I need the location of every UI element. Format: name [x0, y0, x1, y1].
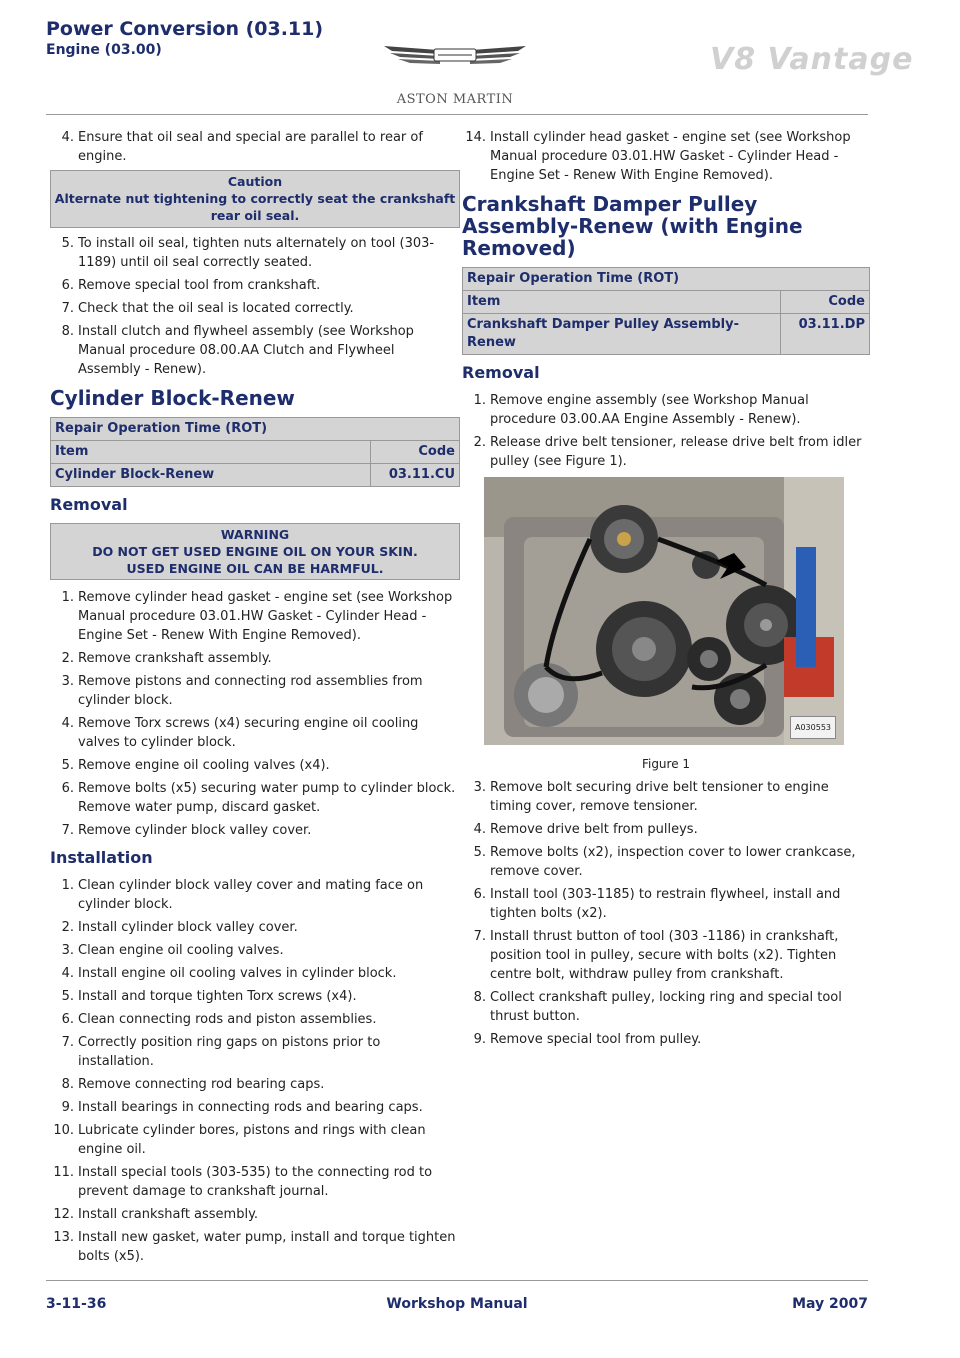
step-text: Remove special tool from pulley.: [490, 1032, 702, 1047]
step-item: [50, 1098, 460, 1117]
oil-seal-steps: [50, 234, 460, 379]
intro-steps: [50, 128, 460, 166]
step-number: 13.: [53, 1230, 74, 1245]
step-item: [462, 391, 870, 429]
step-text: Clean engine oil cooling valves.: [78, 943, 284, 958]
step-item: [50, 964, 460, 983]
brand-name: ASTON MARTIN: [396, 92, 514, 107]
rot-row-item: Crankshaft Damper Pulley Assembly-Renew: [463, 314, 781, 355]
step-text: Remove cylinder head gasket - engine set (see Workshop Manual procedure 03.01.HW Gasket - Cylinder Head - Engine Set - Renew With Engine Removed).: [78, 590, 453, 643]
step-text: Remove connecting rod bearing caps.: [78, 1077, 325, 1092]
step-item: [50, 322, 460, 379]
step-number: 6.: [61, 1012, 74, 1027]
step-item: [462, 128, 870, 185]
step-item: [50, 299, 460, 318]
step-text: Install and torque tighten Torx screws (x4).: [78, 989, 357, 1004]
rot-heading: Repair Operation Time (ROT): [51, 418, 460, 441]
step-item: [50, 1228, 460, 1266]
step-text: Remove special tool from crankshaft.: [78, 278, 321, 293]
section-title: Power Conversion (03.11): [46, 18, 324, 40]
step-item: [462, 820, 870, 839]
step-number: 1.: [473, 393, 486, 408]
step-number: 9.: [61, 1100, 74, 1115]
photo-reference-label: A030553: [790, 716, 836, 739]
step-text: Install new gasket, water pump, install and torque tighten bolts (x5).: [78, 1230, 456, 1264]
removal-steps-continued: [462, 778, 870, 1049]
step-number: 2.: [61, 651, 74, 666]
step-number: 2.: [473, 435, 486, 450]
step-item: [462, 843, 870, 881]
step-number: 4.: [61, 130, 74, 145]
step-item: [50, 941, 460, 960]
footer-divider: [46, 1280, 868, 1281]
step-text: Remove bolts (x5) securing water pump to cylinder block. Remove water pump, discard gasket.: [78, 781, 456, 815]
step-text: Remove cylinder block valley cover.: [78, 823, 312, 838]
step-number: 8.: [473, 990, 486, 1005]
step-item: [50, 128, 460, 166]
step-item: [462, 433, 870, 471]
step-item: [50, 714, 460, 752]
step-item: [50, 1121, 460, 1159]
caution-title: Caution: [227, 174, 283, 189]
step-item: [462, 927, 870, 984]
rot-col-item: Item: [51, 441, 371, 464]
step-number: 10.: [53, 1123, 74, 1138]
step-number: 14.: [465, 130, 486, 145]
left-column: [50, 128, 460, 1270]
step-item: [50, 672, 460, 710]
step-text: Install cylinder head gasket - engine set (see Workshop Manual procedure 03.01.HW Gasket - Cylinder Head - Engine Set - Renew With Engine Removed).: [490, 130, 851, 183]
step-number: 7.: [61, 823, 74, 838]
issue-date: May 2007: [792, 1296, 868, 1312]
step-number: 5.: [473, 845, 486, 860]
step-text: Install clutch and flywheel assembly (see Workshop Manual procedure 08.00.AA Clutch and Flywheel Assembly - Renew).: [78, 324, 414, 377]
step-item: [50, 276, 460, 295]
step-item: [50, 821, 460, 840]
step-text: Release drive belt tensioner, release drive belt from idler pulley (see Figure 1).: [490, 435, 862, 469]
step-item: [50, 1033, 460, 1071]
rot-table-damper-pulley: [462, 267, 870, 355]
step-item: [462, 778, 870, 816]
model-name: V8 Vantage: [710, 42, 914, 77]
step-text: Remove crankshaft assembly.: [78, 651, 272, 666]
warning-line-2: USED ENGINE OIL CAN BE HARMFUL.: [126, 561, 384, 576]
rot-table-cylinder-block: [50, 417, 460, 487]
step-text: Install special tools (303-535) to the connecting rod to prevent damage to crankshaft journal.: [78, 1165, 433, 1199]
engine-front-illustration: [484, 477, 844, 745]
step-number: 8.: [61, 324, 74, 339]
step-number: 5.: [61, 758, 74, 773]
caution-text: Alternate nut tightening to correctly seat the crankshaft rear oil seal.: [54, 191, 456, 223]
step-text: Clean cylinder block valley cover and mating face on cylinder block.: [78, 878, 424, 912]
step-text: Install thrust button of tool (303 -1186) in crankshaft, position tool in pulley, secure with bolts (x2). Tighten centre bolt, withdraw pulley from crankshaft.: [490, 929, 839, 982]
page-footer: [46, 1296, 868, 1318]
step-number: 9.: [473, 1032, 486, 1047]
step-text: Collect crankshaft pulley, locking ring and special tool thrust button.: [490, 990, 842, 1024]
step-number: 2.: [61, 920, 74, 935]
step-item: [50, 918, 460, 937]
step-number: 11.: [53, 1165, 74, 1180]
step-item: [50, 1075, 460, 1094]
step-text: Remove bolts (x2), inspection cover to lower crankcase, remove cover.: [490, 845, 856, 879]
step-number: 12.: [53, 1207, 74, 1222]
step-item: [50, 588, 460, 645]
header-divider: [46, 114, 868, 115]
warning-line-1: DO NOT GET USED ENGINE OIL ON YOUR SKIN.: [92, 544, 418, 559]
step-text: Remove engine assembly (see Workshop Manual procedure 03.00.AA Engine Assembly - Renew).: [490, 393, 809, 427]
step-text: Clean connecting rods and piston assemblies.: [78, 1012, 377, 1027]
step-item: [50, 1010, 460, 1029]
step-text: Remove bolt securing drive belt tensioner to engine timing cover, remove tensioner.: [490, 780, 829, 814]
step-item: [462, 1030, 870, 1049]
warning-title: WARNING: [220, 527, 290, 542]
rot-col-code: Code: [371, 441, 460, 464]
rot-row-code: 03.11.CU: [371, 464, 460, 487]
rot-col-code: Code: [781, 291, 870, 314]
removal-heading: Removal: [50, 495, 128, 514]
step-item: [50, 779, 460, 817]
step-text: Install cylinder block valley cover.: [78, 920, 298, 935]
step-text: Install bearings in connecting rods and bearing caps.: [78, 1100, 423, 1115]
removal-steps: [50, 588, 460, 840]
step-text: Install crankshaft assembly.: [78, 1207, 259, 1222]
step-number: 6.: [61, 278, 74, 293]
step-text: Lubricate cylinder bores, pistons and rings with clean engine oil.: [78, 1123, 426, 1157]
installation-steps: [50, 876, 460, 1266]
step-number: 4.: [61, 716, 74, 731]
step-text: Ensure that oil seal and special are parallel to rear of engine.: [78, 130, 423, 164]
step-text: Remove Torx screws (x4) securing engine oil cooling valves to cylinder block.: [78, 716, 419, 750]
intro-steps: [462, 128, 870, 185]
step-number: 5.: [61, 989, 74, 1004]
step-item: [50, 876, 460, 914]
figure-caption: Figure 1: [641, 757, 691, 771]
step-number: 4.: [61, 966, 74, 981]
step-item: [50, 756, 460, 775]
step-text: Remove pistons and connecting rod assemblies from cylinder block.: [78, 674, 423, 708]
step-number: 4.: [473, 822, 486, 837]
removal-heading: Removal: [462, 363, 540, 382]
step-number: 1.: [61, 878, 74, 893]
step-number: 3.: [61, 674, 74, 689]
step-number: 5.: [61, 236, 74, 251]
step-text: Install engine oil cooling valves in cylinder block.: [78, 966, 397, 981]
step-item: [50, 649, 460, 668]
step-item: [462, 988, 870, 1026]
caution-box: [50, 170, 460, 228]
step-text: Remove drive belt from pulleys.: [490, 822, 698, 837]
step-item: [50, 1163, 460, 1201]
step-text: To install oil seal, tighten nuts alternately on tool (303-1189) until oil seal correctly seated.: [78, 236, 435, 270]
chapter-title: Engine (03.00): [46, 42, 162, 58]
aston-martin-wings-logo: [382, 40, 528, 70]
installation-heading: Installation: [50, 848, 153, 867]
cylinder-block-heading: Cylinder Block-Renew: [50, 386, 295, 410]
removal-steps: [462, 391, 870, 471]
step-number: 7.: [61, 1035, 74, 1050]
rot-row-item: Cylinder Block-Renew: [51, 464, 371, 487]
step-text: Install tool (303-1185) to restrain flywheel, install and tighten bolts (x2).: [490, 887, 841, 921]
page-header: [0, 0, 960, 116]
step-item: [50, 987, 460, 1006]
step-item: [462, 885, 870, 923]
step-number: 3.: [61, 943, 74, 958]
step-text: Remove engine oil cooling valves (x4).: [78, 758, 330, 773]
step-number: 6.: [61, 781, 74, 796]
step-number: 6.: [473, 887, 486, 902]
step-number: 1.: [61, 590, 74, 605]
step-text: Check that the oil seal is located correctly.: [78, 301, 354, 316]
rot-row-code: 03.11.DP: [781, 314, 870, 355]
step-item: [50, 1205, 460, 1224]
step-number: 8.: [61, 1077, 74, 1092]
step-item: [50, 234, 460, 272]
damper-pulley-heading: Crankshaft Damper Pulley Assembly-Renew (with Engine Removed): [462, 192, 803, 260]
step-text: Correctly position ring gaps on pistons prior to installation.: [78, 1035, 381, 1069]
engine-photo: [484, 477, 844, 745]
step-number: 7.: [473, 929, 486, 944]
warning-box: [50, 523, 460, 580]
rot-col-item: Item: [463, 291, 781, 314]
step-number: 3.: [473, 780, 486, 795]
step-number: 7.: [61, 301, 74, 316]
page-number: 3-11-36: [46, 1296, 107, 1312]
manual-name: Workshop Manual: [386, 1296, 528, 1312]
rot-heading: Repair Operation Time (ROT): [463, 268, 870, 291]
right-column: [462, 128, 870, 1053]
